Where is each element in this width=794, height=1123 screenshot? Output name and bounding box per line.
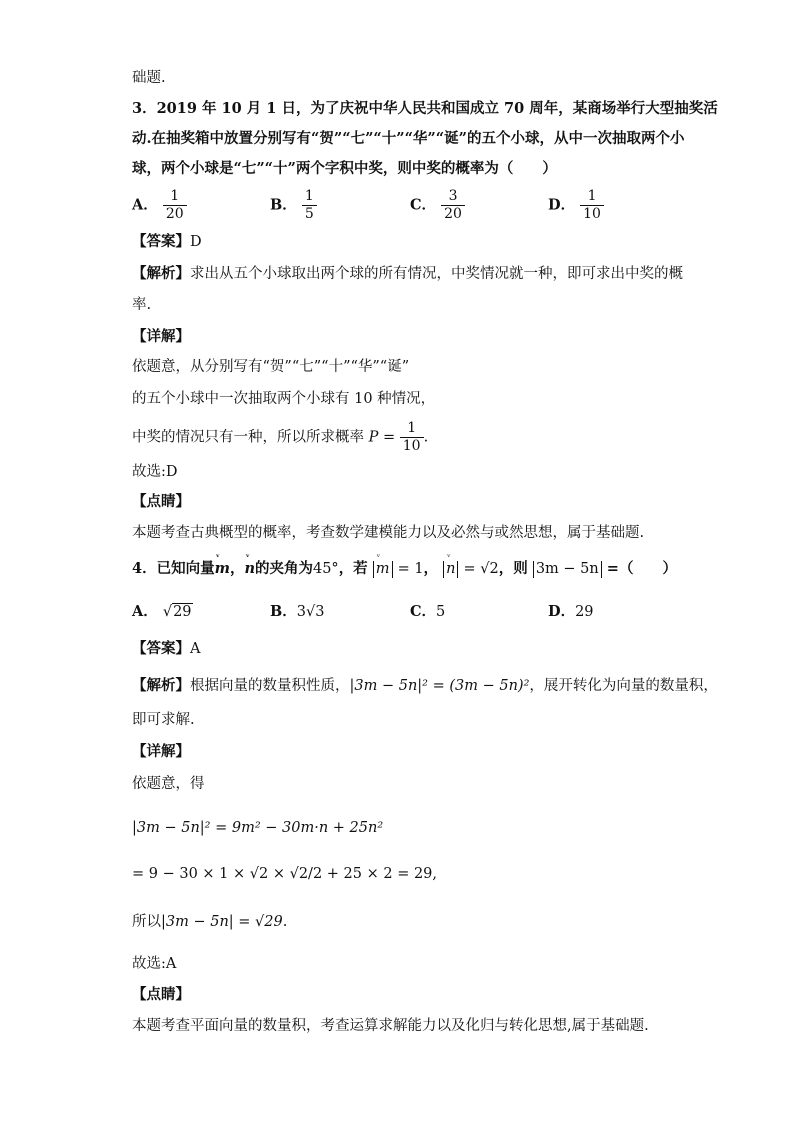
q4-comment-tag: 【点睛】 (132, 986, 190, 1003)
q3-comment: 本题考查古典概型的概率，考查数学建模能力以及必然与或然思想，属于基础题. (132, 525, 645, 541)
q3-detail-tag: 【详解】 (132, 328, 190, 345)
q4-analysis-line2: 即可求解. (132, 712, 195, 728)
q3-probability-fraction: $\frac{1}{10}$ (400, 420, 424, 455)
q4-equation-3: 所以|3m − 5n| = √29. (132, 914, 288, 930)
q3-detail-line1: 依题意，从分别写有“贺”“七”“十”“华”“诞” (132, 359, 410, 375)
q4-choose: 故选:A (132, 956, 177, 972)
q4-abs-m: ᵛ m (373, 561, 393, 578)
q4-option-a: A． √29 (132, 603, 192, 620)
q3-option-b: B． $\frac{1}{5}$ (270, 188, 317, 223)
q4-option-b: B．3√3 (270, 603, 325, 620)
q3-detail-line3: 中奖的情况只有一种，所以所求概率 P = $\frac{1}{10}$ . (132, 420, 429, 454)
q3-option-d-fraction: $\frac{1}{10}$ (580, 188, 604, 223)
q3-option-b-fraction: $\frac{1}{5}$ (302, 188, 317, 223)
q3-option-c-fraction: $\frac{3}{20}$ (441, 188, 465, 223)
previous-fragment: 础题. (132, 70, 166, 86)
q4-detail-tag: 【详解】 (132, 743, 190, 760)
q4-analysis-line1: 【解析】根据向量的数量积性质，|3m − 5n|² = (3m − 5n)²，展开转化为向量的数量积， (132, 677, 718, 694)
q4-analysis-formula: |3m − 5n|² = (3m − 5n)² (349, 678, 530, 694)
q4-equation-1: |3m − 5n|² = 9m² − 30m·n + 25n² (132, 820, 384, 836)
q3-comment-tag: 【点睛】 (132, 493, 190, 510)
q3-option-a: A． $\frac{1}{20}$ (132, 188, 187, 223)
q3-analysis-line2: 率. (132, 297, 152, 313)
q4-detail-line1: 依题意，得 (132, 776, 205, 792)
q3-choose: 故选:D (132, 464, 178, 480)
q4-abs-n: ᵛ n (443, 561, 458, 578)
q3-stem-line2: 动.在抽奖箱中放置分别写有“贺”“七”“十”“华”“诞”的五个小球，从中一次抽取两个小 (132, 130, 685, 147)
q3-stem-line3: 球，两个小球是“七”“十”两个字积中奖，则中奖的概率为（ ） (132, 160, 557, 177)
q4-answer: 【答案】A (132, 640, 201, 657)
q4-equation-2: = 9 − 30 × 1 × √2 × √2/2 + 25 × 2 = 29, (132, 866, 438, 882)
q3-detail-line2: 的五个小球中一次抽取两个小球有 10 种情况， (132, 391, 436, 407)
q3-analysis-line1: 【解析】求出从五个小球取出两个球的所有情况，中奖情况就一种，即可求出中奖的概 (132, 265, 683, 282)
q4-option-c: C．5 (410, 603, 446, 620)
q3-option-d: D． $\frac{1}{10}$ (548, 188, 604, 223)
q3-answer: 【答案】D (132, 233, 202, 250)
q3-stem-line1: 3．2019 年 10 月 1 日，为了庆祝中华人民共和国成立 70 周年，某商场举行大型抽奖活 (132, 100, 718, 117)
q4-comment: 本题考查平面向量的数量积，考查运算求解能力以及化归与转化思想,属于基础题. (132, 1018, 649, 1034)
q3-option-c: C． $\frac{3}{20}$ (410, 188, 465, 223)
q4-stem: 4．已知向量ᵛ m，ᵛ n的夹角为45°，若 ᵛ m = 1， ᵛ n = √2，则 3m − 5n =（ ） (132, 559, 677, 579)
q4-abs-expr: 3m − 5n (533, 561, 602, 578)
q3-option-a-fraction: $\frac{1}{20}$ (163, 188, 187, 223)
q4-option-d: D．29 (548, 603, 594, 620)
